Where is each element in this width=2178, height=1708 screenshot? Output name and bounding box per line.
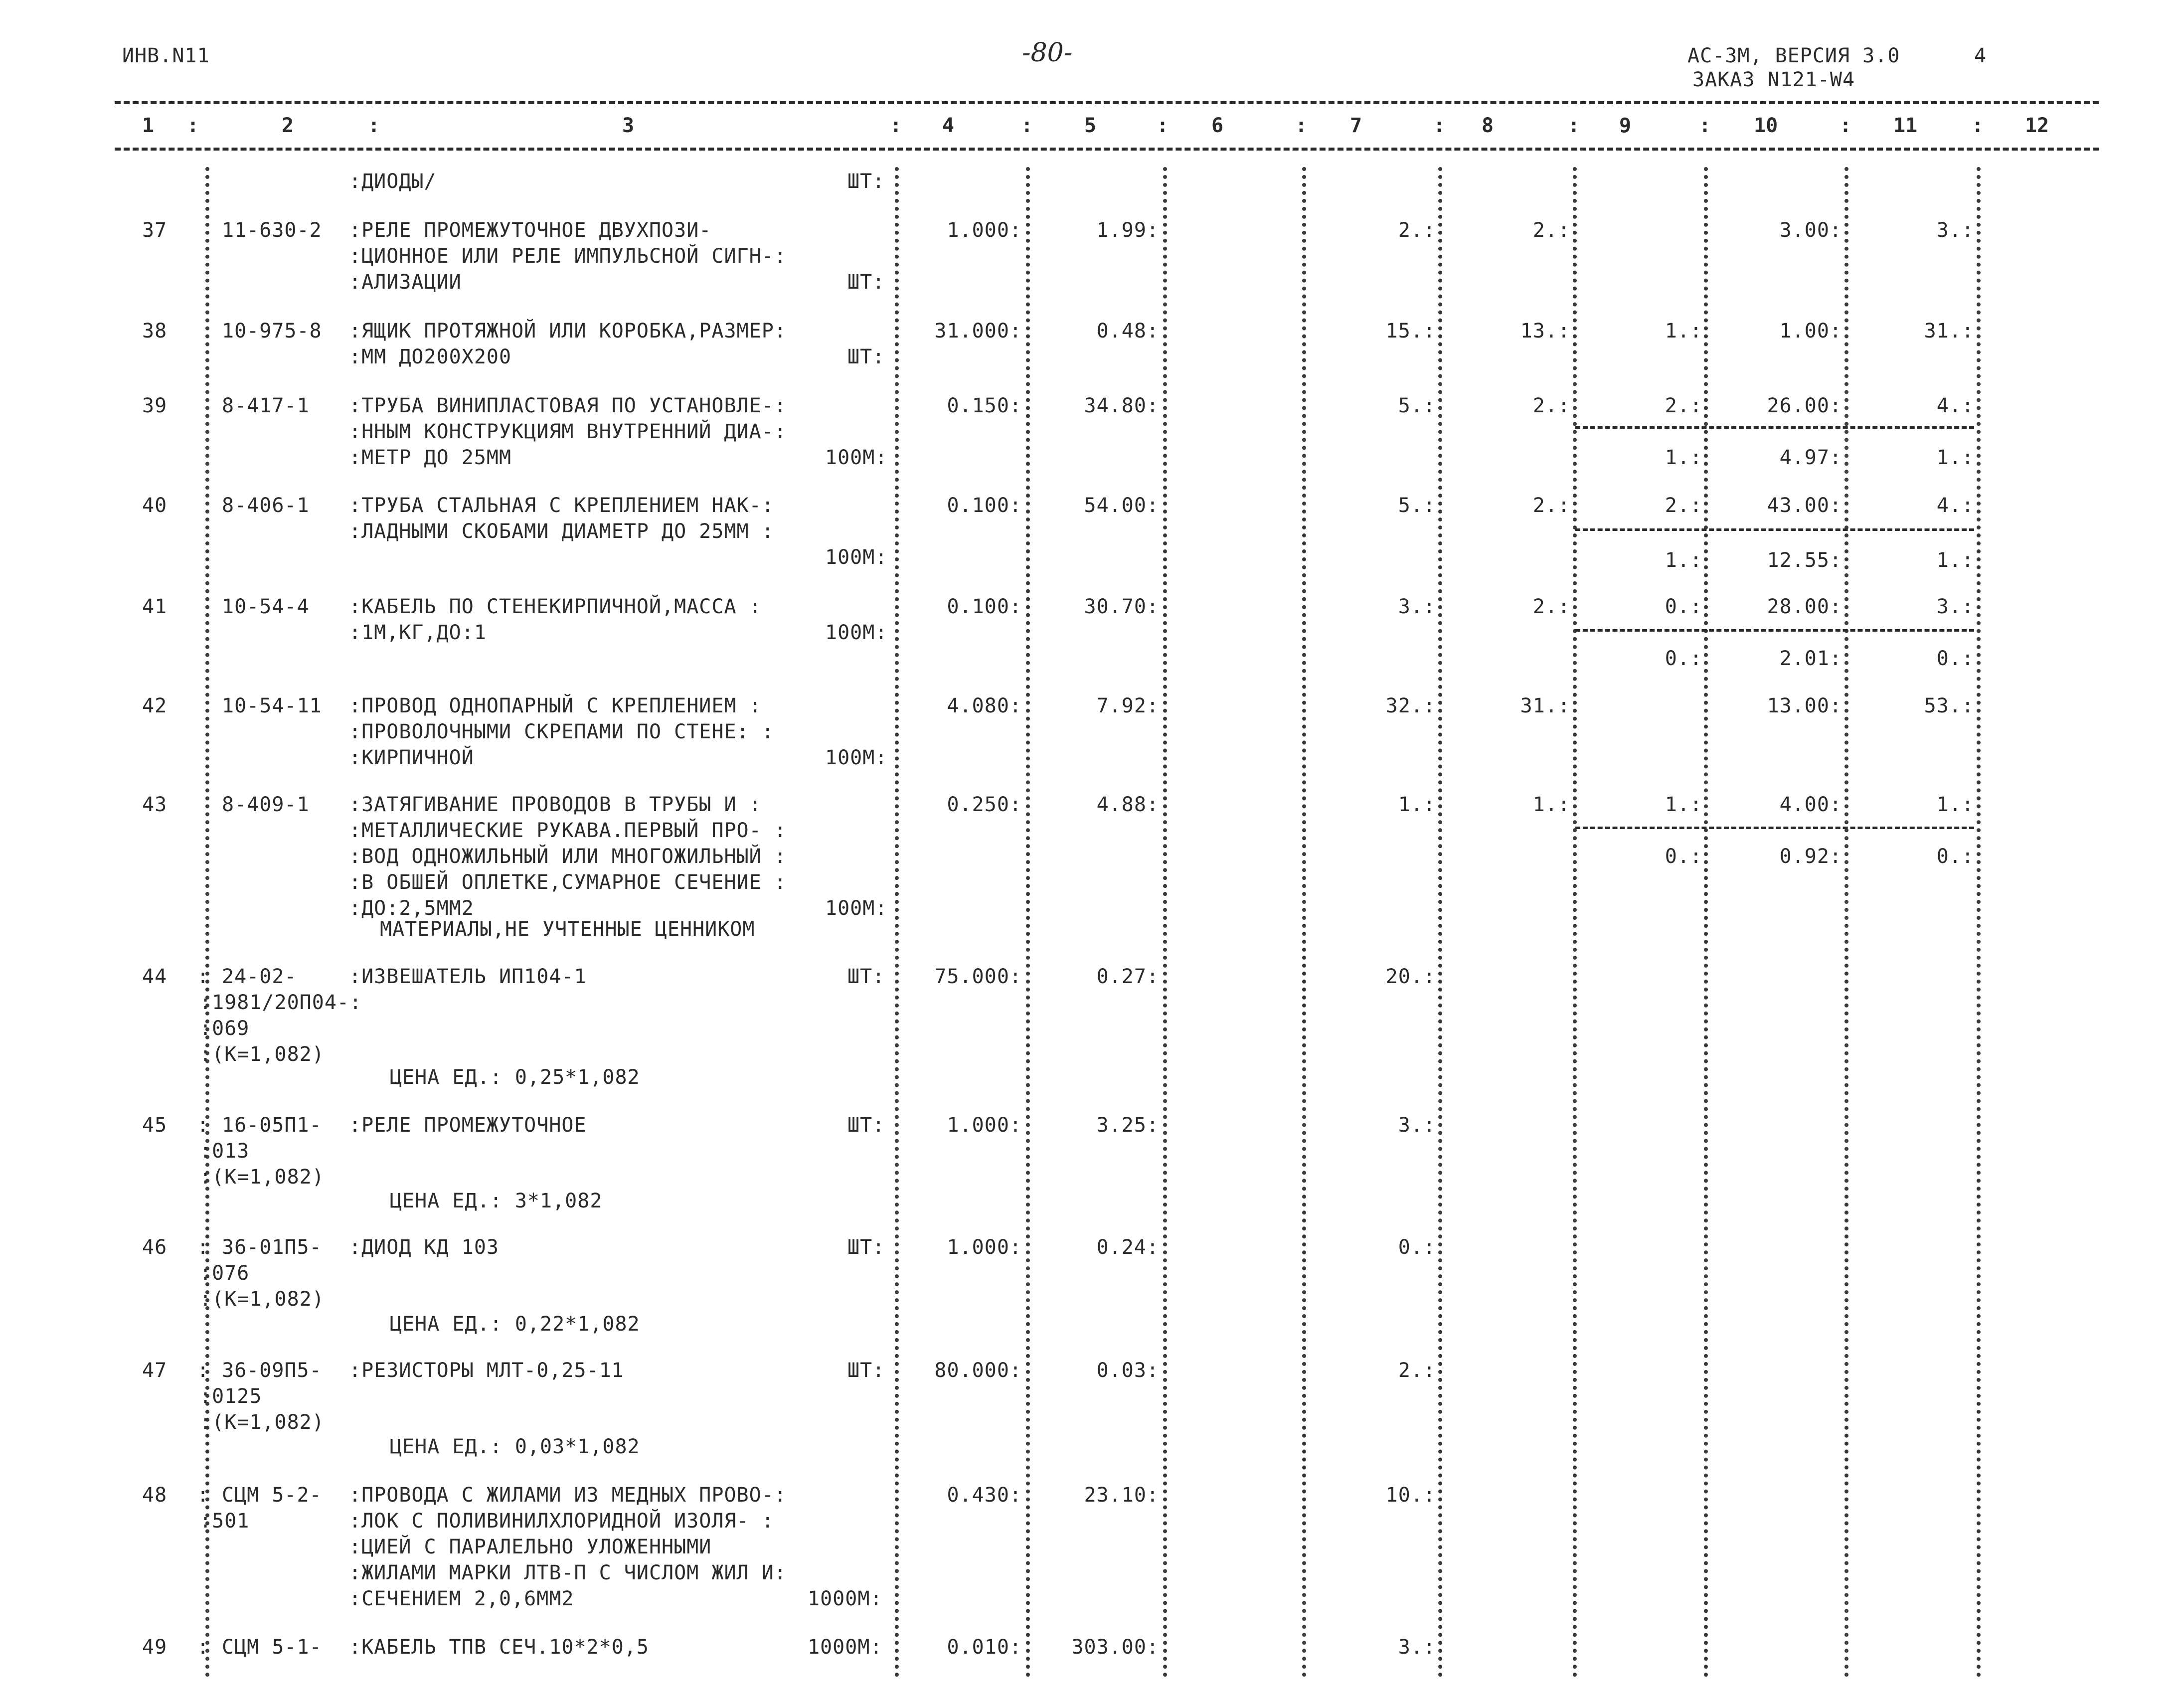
cell-col11: 31.:	[1924, 320, 1974, 342]
row-unit: 1000М:	[808, 1636, 883, 1659]
header-separator: :	[1433, 114, 1446, 137]
cell-col5: 54.00:	[1084, 494, 1159, 517]
column-separator	[1573, 167, 1577, 1678]
row-code-sep: :	[197, 1484, 210, 1507]
column-separator	[205, 167, 209, 1678]
row-code-line: :0125	[199, 1385, 262, 1408]
header-rule-top	[115, 101, 2099, 104]
row-number: 42	[142, 694, 168, 717]
row-text-line: :ДИОДЫ/	[349, 170, 437, 193]
column-header-7: 7	[1350, 114, 1362, 137]
row-text-line: :ДО:2,5ММ2	[349, 897, 474, 920]
row-code-line: :069	[199, 1017, 250, 1040]
row-number: 48	[142, 1484, 168, 1507]
section-heading: МАТЕРИАЛЫ,НЕ УЧТЕННЫЕ ЦЕННИКОМ	[380, 918, 755, 941]
row-text-line: :ННЫМ КОНСТРУКЦИЯМ ВНУТРЕННИЙ ДИА-:	[349, 420, 787, 443]
column-header-2: 2	[282, 114, 294, 137]
cell-col5: 1.99:	[1096, 219, 1159, 242]
cell-col4: 31.000:	[934, 320, 1022, 342]
column-header-6: 6	[1211, 114, 1224, 137]
row-text-line: :ТРУБА СТАЛЬНАЯ С КРЕПЛЕНИЕМ НАК-:	[349, 494, 774, 517]
order-number: ЗАКАЗ N121-W4	[1692, 68, 1855, 91]
row-code: СЦМ 5-2-	[222, 1484, 322, 1507]
cell-col5: 34.80:	[1084, 394, 1159, 417]
column-separator	[1844, 167, 1848, 1678]
row-unit: ШТ:	[847, 271, 885, 294]
row-unit: 100М:	[825, 446, 888, 469]
cell-col4: 75.000:	[934, 965, 1022, 988]
row-number: 43	[142, 793, 168, 816]
row-code-sep: :	[197, 1114, 210, 1137]
unit-price: ЦЕНА ЕД.: 0,25*1,082	[390, 1066, 640, 1089]
row-number: 47	[142, 1359, 168, 1382]
row-code: 36-09П5-	[222, 1359, 322, 1382]
row-code-line: :013	[199, 1140, 250, 1163]
row-code-line: :(К=1,082)	[199, 1043, 325, 1066]
unit-price: ЦЕНА ЕД.: 0,03*1,082	[390, 1435, 640, 1458]
page-number: -80-	[1022, 38, 1073, 68]
cell-col4: 1.000:	[947, 219, 1022, 242]
cell-col11: 4.:	[1936, 494, 1974, 517]
row-code: 24-02-	[222, 965, 297, 988]
cell-col10-sub: 2.01:	[1779, 647, 1842, 670]
row-code-sep: :	[197, 1236, 210, 1259]
row-text-line: :ЖИЛАМИ МАРКИ ЛТВ-П С ЧИСЛОМ ЖИЛ И:	[349, 1561, 787, 1584]
cell-col5: 0.27:	[1096, 965, 1159, 988]
row-code: 8-409-1	[222, 793, 310, 816]
row-code: 16-05П1-	[222, 1114, 322, 1137]
column-header-1: 1	[142, 114, 155, 137]
cell-col10: 1.00:	[1779, 320, 1842, 342]
row-text-line: :МЕТР ДО 25ММ	[349, 446, 512, 469]
row-text-line: :РЕЛЕ ПРОМЕЖУТОЧНОЕ	[349, 1114, 587, 1137]
cell-col7: 1.:	[1398, 793, 1436, 816]
row-unit: ШТ:	[847, 170, 885, 193]
row-text-line: :ПРОВОДА С ЖИЛАМИ ИЗ МЕДНЫХ ПРОВО-:	[349, 1484, 787, 1507]
cell-col10-sub: 0.92:	[1779, 845, 1842, 868]
cell-col9: 1.:	[1665, 320, 1702, 342]
system-version: АС-3М, ВЕРСИЯ 3.0	[1687, 44, 1900, 67]
row-text-line: :ММ ДО200Х200	[349, 345, 512, 368]
cell-col5: 30.70:	[1084, 595, 1159, 618]
cell-col9: 1.:	[1665, 793, 1702, 816]
cell-col5: 23.10:	[1084, 1484, 1159, 1507]
header-separator: :	[1295, 114, 1308, 137]
cell-col4: 80.000:	[934, 1359, 1022, 1382]
cell-col7: 3.:	[1398, 595, 1436, 618]
row-code-line: :(К=1,082)	[199, 1166, 325, 1189]
cell-col7: 15.:	[1385, 320, 1436, 342]
cell-col7: 20.:	[1385, 965, 1436, 988]
cell-col10: 43.00:	[1767, 494, 1842, 517]
row-text-line: :РЕЗИСТОРЫ МЛТ-0,25-11	[349, 1359, 624, 1382]
cell-col8: 1.:	[1532, 793, 1570, 816]
system-version-suffix: 4	[1974, 44, 1987, 67]
cell-col10: 4.00:	[1779, 793, 1842, 816]
row-text-line: :КАБЕЛЬ ПО СТЕНЕКИРПИЧНОЙ,МАССА :	[349, 595, 762, 618]
cell-col4: 1.000:	[947, 1236, 1022, 1259]
row-code-line: :501	[199, 1510, 250, 1533]
cell-col11: 3.:	[1936, 595, 1974, 618]
cell-col4: 0.010:	[947, 1636, 1022, 1659]
cell-col7: 2.:	[1398, 219, 1436, 242]
header-separator: :	[1840, 114, 1852, 137]
cell-col8: 2.:	[1532, 494, 1570, 517]
cell-col5: 0.48:	[1096, 320, 1159, 342]
column-header-11: 11	[1893, 114, 1918, 137]
cell-col4: 0.100:	[947, 494, 1022, 517]
row-code: 8-406-1	[222, 494, 310, 517]
row-code-line: :(К=1,082)	[199, 1288, 325, 1311]
row-text-line: :АЛИЗАЦИИ	[349, 271, 462, 294]
column-separator	[1438, 167, 1442, 1678]
cell-col10: 13.00:	[1767, 694, 1842, 717]
row-code-line: :(К=1,082)	[199, 1411, 325, 1434]
row-text-line: :ПРОВОЛОЧНЫМИ СКРЕПАМИ ПО СТЕНЕ: :	[349, 720, 774, 743]
row-code-sep: :	[197, 1636, 210, 1659]
cell-col5: 7.92:	[1096, 694, 1159, 717]
row-text-line: :ИЗВЕШАТЕЛЬ ИП104-1	[349, 965, 587, 988]
unit-price: ЦЕНА ЕД.: 0,22*1,082	[390, 1313, 640, 1336]
cell-col8: 2.:	[1532, 595, 1570, 618]
header-separator: :	[1021, 114, 1033, 137]
cell-col7: 2.:	[1398, 1359, 1436, 1382]
row-text-line: :ЗАТЯГИВАНИЕ ПРОВОДОВ В ТРУБЫ И :	[349, 793, 762, 816]
cell-col5: 3.25:	[1096, 1114, 1159, 1137]
header-separator: :	[368, 114, 380, 137]
row-unit: ШТ:	[847, 1359, 885, 1382]
header-rule-bottom	[115, 148, 2099, 151]
row-text-line: :ЯЩИК ПРОТЯЖНОЙ ИЛИ КОРОБКА,РАЗМЕР:	[349, 320, 787, 342]
column-header-3: 3	[622, 114, 635, 137]
cell-col5: 0.03:	[1096, 1359, 1159, 1382]
cell-col4: 0.100:	[947, 595, 1022, 618]
row-unit: 100М:	[825, 621, 888, 644]
cell-col10-sub: 12.55:	[1767, 549, 1842, 572]
cell-col8: 2.:	[1532, 394, 1570, 417]
row-number: 44	[142, 965, 168, 988]
row-text-line: :ЦИЕЙ С ПАРАЛЕЛЬНО УЛОЖЕННЫМИ	[349, 1536, 712, 1558]
row-text-line: :ТРУБА ВИНИПЛАСТОВАЯ ПО УСТАНОВЛЕ-:	[349, 394, 787, 417]
cell-col7: 3.:	[1398, 1114, 1436, 1137]
cell-col4: 4.080:	[947, 694, 1022, 717]
cell-col7: 0.:	[1398, 1236, 1436, 1259]
cell-col11: 3.:	[1936, 219, 1974, 242]
cell-col10: 26.00:	[1767, 394, 1842, 417]
cell-col8: 13.:	[1520, 320, 1570, 342]
row-unit: 100М:	[825, 746, 888, 769]
column-header-12: 12	[2025, 114, 2049, 137]
column-header-10: 10	[1754, 114, 1778, 137]
row-text-line: :ВОД ОДНОЖИЛЬНЫЙ ИЛИ МНОГОЖИЛЬНЫЙ :	[349, 845, 787, 868]
row-text-line: :1М,КГ,ДО:1	[349, 621, 487, 644]
cell-col11: 1.:	[1936, 793, 1974, 816]
row-number: 45	[142, 1114, 168, 1137]
cell-col5: 0.24:	[1096, 1236, 1159, 1259]
column-header-4: 4	[942, 114, 955, 137]
header-separator: :	[1699, 114, 1711, 137]
row-text-line: :ЛОК С ПОЛИВИНИЛХЛОРИДНОЙ ИЗОЛЯ- :	[349, 1510, 774, 1533]
row-code: 11-630-2	[222, 219, 322, 242]
cell-col8: 31.:	[1520, 694, 1570, 717]
row-code-line: :1981/20П04-:	[199, 991, 362, 1014]
row-number: 41	[142, 595, 168, 618]
row-unit: ШТ:	[847, 345, 885, 368]
cell-col4: 0.150:	[947, 394, 1022, 417]
row-text-line: :РЕЛЕ ПРОМЕЖУТОЧНОЕ ДВУХПОЗИ-	[349, 219, 712, 242]
column-separator	[1977, 167, 1981, 1678]
row-text-line: :КИРПИЧНОЙ	[349, 746, 474, 769]
row-text-line: :ЛАДНЫМИ СКОБАМИ ДИАМЕТР ДО 25ММ :	[349, 520, 774, 543]
row-code: 10-975-8	[222, 320, 322, 342]
row-number: 37	[142, 219, 168, 242]
row-code-sep: :	[197, 1359, 210, 1382]
row-text-line: :ЦИОННОЕ ИЛИ РЕЛЕ ИМПУЛЬСНОЙ СИГН-:	[349, 245, 787, 268]
subtotal-rule	[1575, 528, 1974, 531]
cell-col9: 2.:	[1665, 394, 1702, 417]
cell-col9-sub: 1.:	[1665, 446, 1702, 469]
row-text-line: :КАБЕЛЬ ТПВ СЕЧ.10*2*0,5	[349, 1636, 649, 1659]
cell-col11-sub: 1.:	[1936, 549, 1974, 572]
cell-col11-sub: 0.:	[1936, 845, 1974, 868]
cell-col10: 3.00:	[1779, 219, 1842, 242]
cell-col9-sub: 1.:	[1665, 549, 1702, 572]
inventory-number: ИНВ.N11	[122, 44, 210, 67]
row-unit: ШТ:	[847, 1236, 885, 1259]
cell-col11-sub: 1.:	[1936, 446, 1974, 469]
unit-price: ЦЕНА ЕД.: 3*1,082	[390, 1190, 603, 1212]
row-number: 40	[142, 494, 168, 517]
row-text-line: :СЕЧЕНИЕМ 2,0,6ММ2	[349, 1587, 574, 1610]
cell-col11: 53.:	[1924, 694, 1974, 717]
row-number: 38	[142, 320, 168, 342]
cell-col4: 1.000:	[947, 1114, 1022, 1137]
row-code: 10-54-11	[222, 694, 322, 717]
column-header-8: 8	[1482, 114, 1494, 137]
cell-col9: 0.:	[1665, 595, 1702, 618]
cell-col4: 0.430:	[947, 1484, 1022, 1507]
cell-col4: 0.250:	[947, 793, 1022, 816]
cell-col11: 4.:	[1936, 394, 1974, 417]
cell-col7: 5.:	[1398, 394, 1436, 417]
row-code: СЦМ 5-1-	[222, 1636, 322, 1659]
row-code-line: :076	[199, 1262, 250, 1285]
column-separator	[895, 167, 899, 1678]
row-number: 49	[142, 1636, 168, 1659]
cell-col9-sub: 0.:	[1665, 845, 1702, 868]
row-unit: 100М:	[825, 897, 888, 920]
cell-col9: 2.:	[1665, 494, 1702, 517]
row-text-line: :ПРОВОД ОДНОПАРНЫЙ С КРЕПЛЕНИЕМ :	[349, 694, 762, 717]
cell-col7: 3.:	[1398, 1636, 1436, 1659]
header-separators: :	[187, 114, 199, 137]
subtotal-rule	[1575, 827, 1974, 829]
cell-col10: 28.00:	[1767, 595, 1842, 618]
column-separator	[1026, 167, 1030, 1678]
row-unit: ШТ:	[847, 965, 885, 988]
column-header-5: 5	[1084, 114, 1097, 137]
header-separator: :	[1157, 114, 1169, 137]
row-number: 39	[142, 394, 168, 417]
row-text-line: :В ОБШЕЙ ОПЛЕТКЕ,СУМАРНОЕ СЕЧЕНИЕ :	[349, 871, 787, 894]
row-code: 10-54-4	[222, 595, 310, 618]
row-code: 8-417-1	[222, 394, 310, 417]
cell-col10-sub: 4.97:	[1779, 446, 1842, 469]
row-unit: ШТ:	[847, 1114, 885, 1137]
row-unit: 1000М:	[808, 1587, 883, 1610]
cell-col7: 32.:	[1385, 694, 1436, 717]
cell-col8: 2.:	[1532, 219, 1570, 242]
row-text-line: :ДИОД КД 103	[349, 1236, 499, 1259]
column-separator	[1302, 167, 1306, 1678]
row-code: 36-01П5-	[222, 1236, 322, 1259]
row-code-sep: :	[197, 965, 210, 988]
row-number: 46	[142, 1236, 168, 1259]
cell-col9-sub: 0.:	[1665, 647, 1702, 670]
row-text-line: :МЕТАЛЛИЧЕСКИЕ РУКАВА.ПЕРВЫЙ ПРО- :	[349, 819, 787, 842]
column-separator	[1704, 167, 1708, 1678]
cell-col11-sub: 0.:	[1936, 647, 1974, 670]
column-header-9: 9	[1619, 114, 1632, 137]
cell-col7: 10.:	[1385, 1484, 1436, 1507]
header-separator: :	[1972, 114, 1984, 137]
column-separator	[1163, 167, 1167, 1678]
cell-col7: 5.:	[1398, 494, 1436, 517]
cell-col5: 4.88:	[1096, 793, 1159, 816]
header-separator: :	[890, 114, 902, 137]
cell-col5: 303.00:	[1071, 1636, 1159, 1659]
header-separator: :	[1568, 114, 1580, 137]
row-unit: 100М:	[825, 546, 888, 569]
subtotal-rule	[1575, 426, 1974, 429]
subtotal-rule	[1575, 629, 1974, 632]
